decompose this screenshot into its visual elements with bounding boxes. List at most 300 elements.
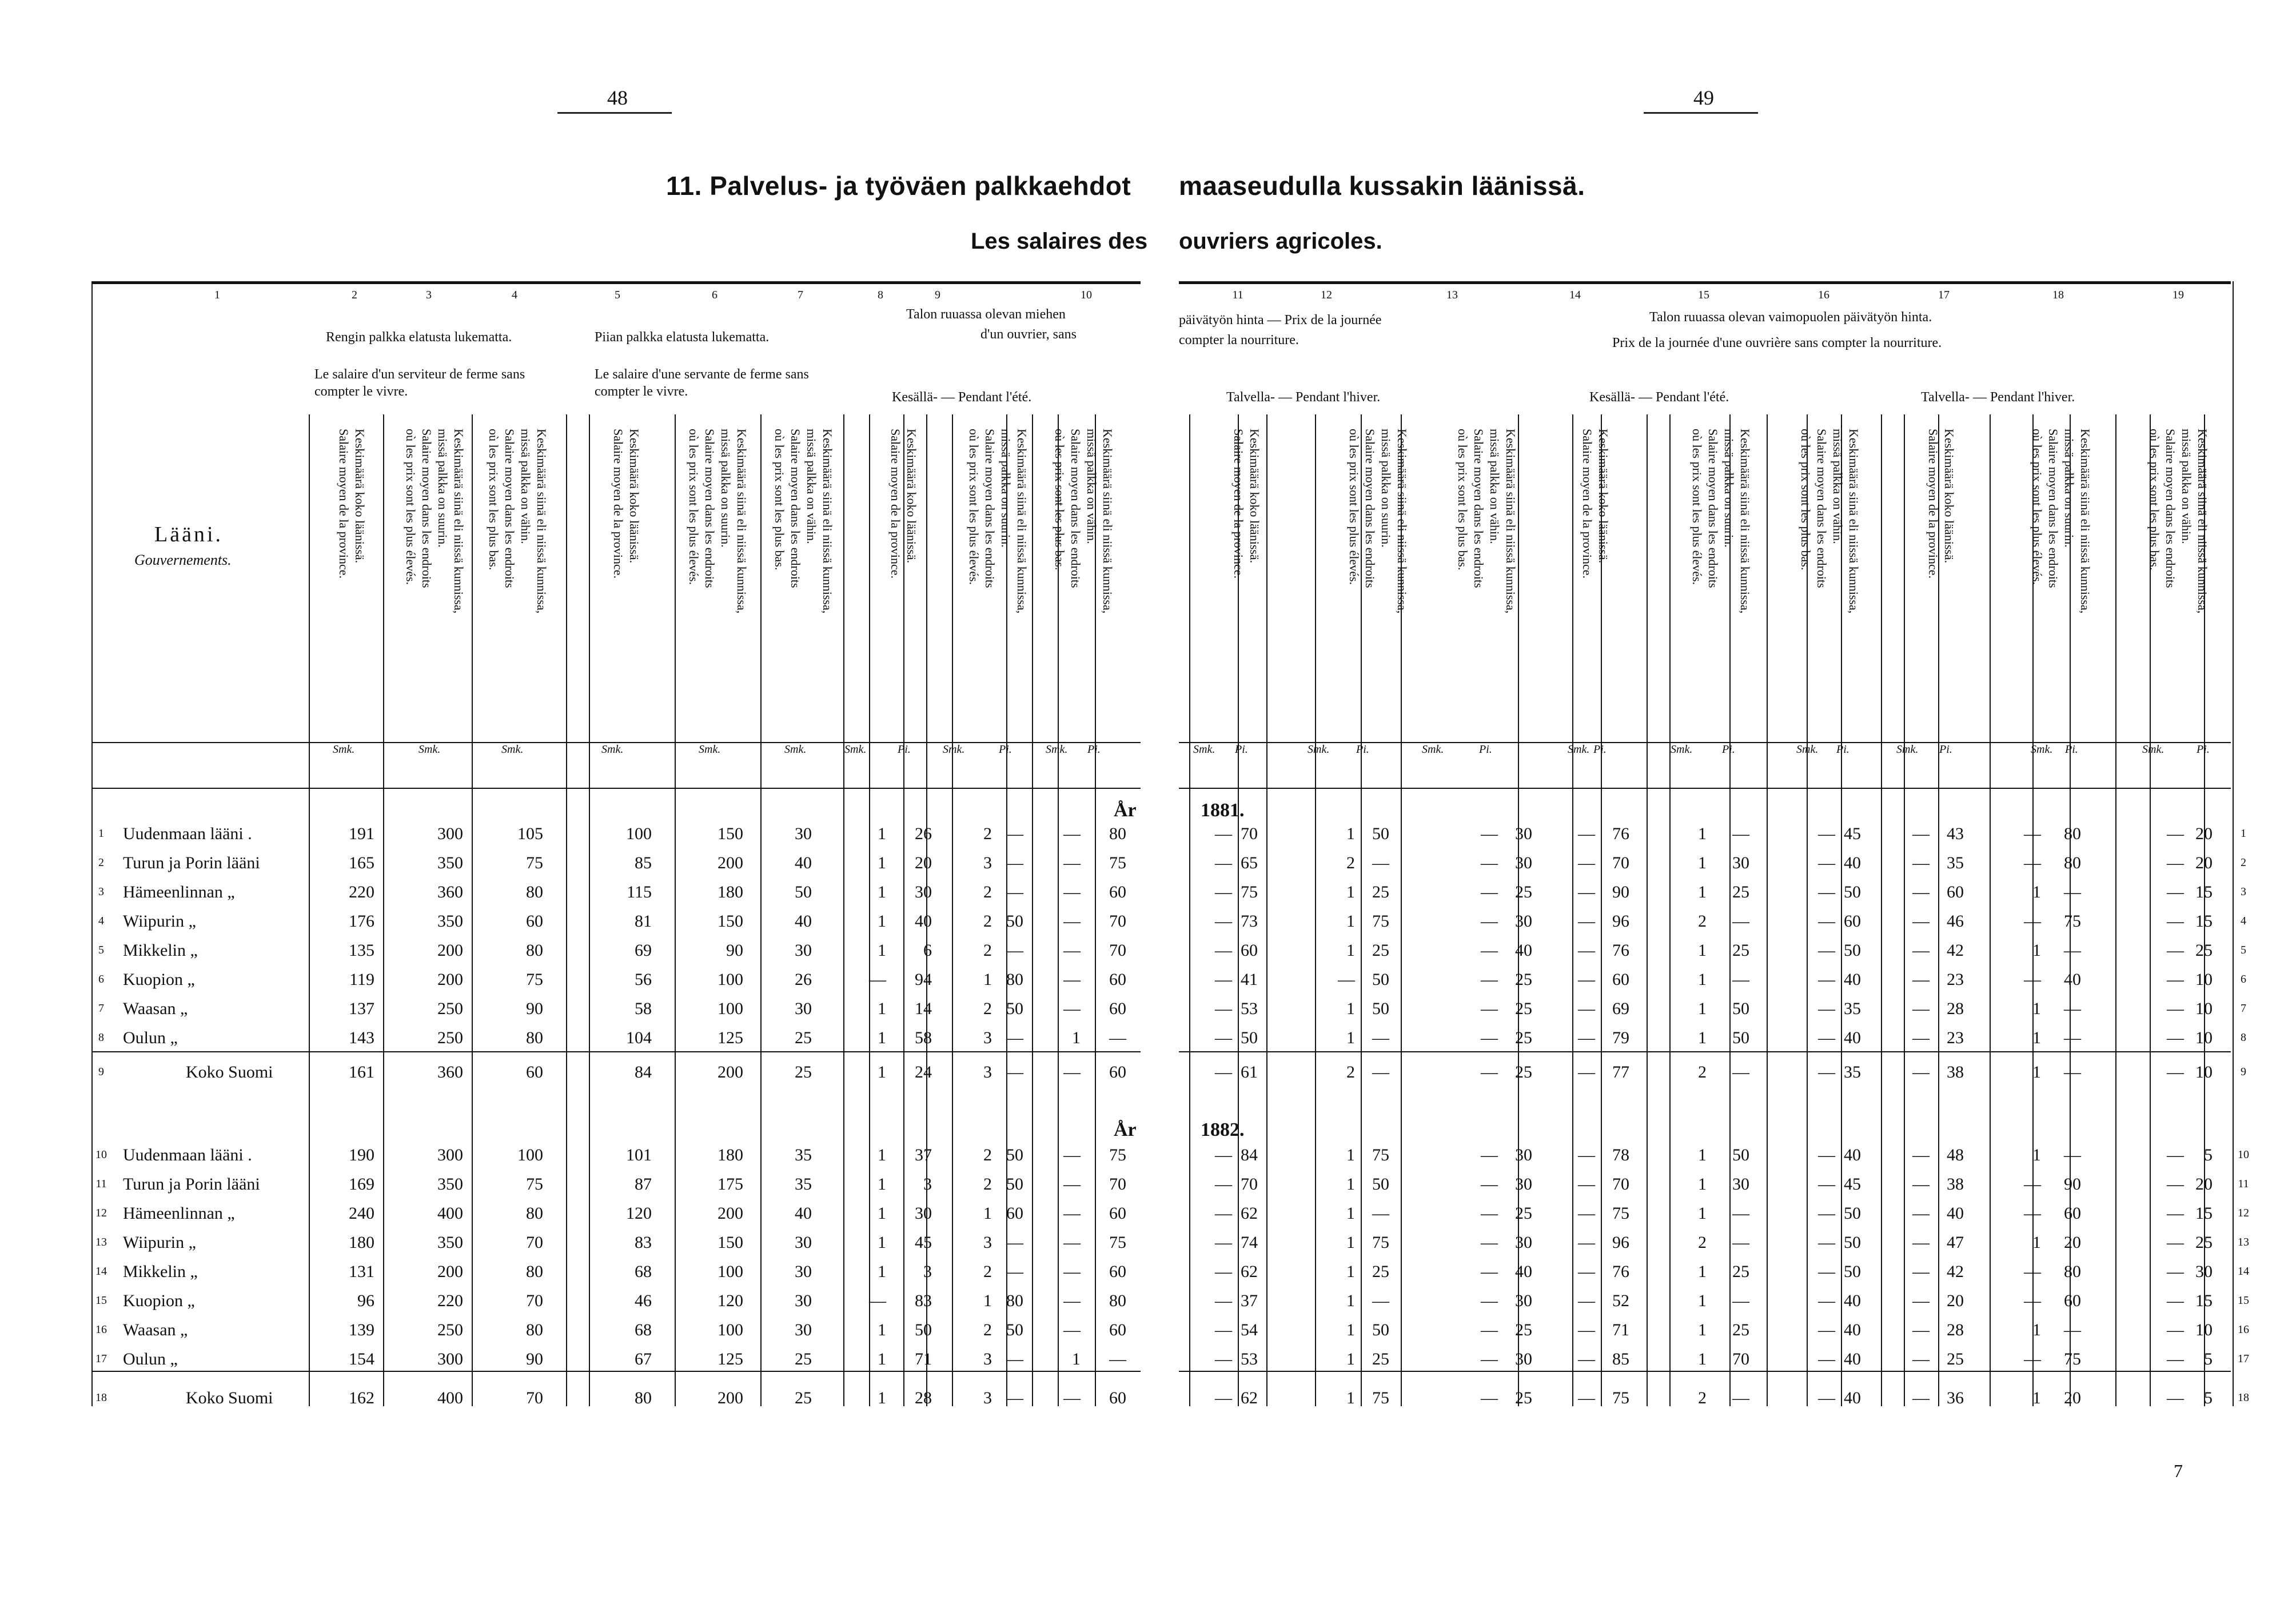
table-cell: — — [1063, 1388, 1081, 1407]
row-number: 1 — [98, 827, 104, 840]
table-cell: — — [1063, 1146, 1081, 1164]
table-cell: — — [2024, 970, 2041, 989]
table-cell: — — [1063, 1320, 1081, 1339]
table-cell: 20 — [2195, 853, 2213, 872]
gouvernement-name: Wiipurin „ — [123, 1233, 196, 1252]
table-cell: — — [2024, 1291, 2041, 1310]
rotated-column-header: Keskimäärä siinä eli niissä kunnissa, missä palkka on vähin. Salaire moyen dans les endroits où les prix sont les plus bas. — [2147, 429, 2210, 614]
table-cell: 2 — [983, 1146, 992, 1164]
table-cell: 30 — [795, 1233, 812, 1252]
table-cell: 50 — [1006, 1146, 1023, 1164]
table-cell: 40 — [795, 853, 812, 872]
table-cell: 70 — [526, 1291, 543, 1310]
row-number-right: 11 — [2238, 1178, 2249, 1190]
table-cell: — — [1372, 853, 1389, 872]
rotated-column-header: Keskimäärä siinä eli niissä kunnissa, missä palkka on suurin. Salaire moyen dans les endroits où les prix sont les plus élevés. — [1690, 429, 1752, 614]
table-cell: 25 — [795, 1063, 812, 1082]
table-cell: 15 — [2195, 912, 2213, 931]
table-cell: 1 — [1346, 883, 1355, 901]
unit-markka: Smk. — [601, 743, 624, 756]
table-cell: 2 — [983, 1175, 992, 1194]
row-number: 4 — [98, 915, 104, 927]
table-cell: 85 — [1612, 1350, 1629, 1368]
header-women2: Prix de la journée d'une ouvrière sans compter la nourriture. — [1612, 336, 1942, 350]
table-cell: 90 — [526, 1350, 543, 1368]
table-cell: 58 — [635, 999, 652, 1018]
table-cell: 1 — [1346, 1350, 1355, 1368]
table-cell: 1 — [878, 824, 886, 843]
unit-markka: Smk. — [2031, 743, 2053, 756]
gouvernement-name: Hämeenlinnan „ — [123, 1204, 235, 1223]
header-winter-men: Talvella- — Pendant l'hiver. — [1226, 390, 1381, 405]
table-cell: 1 — [1346, 999, 1355, 1018]
table-cell: 65 — [1241, 853, 1258, 872]
table-total-row — [0, 1058, 2296, 1087]
table-cell: 1 — [1698, 1028, 1707, 1047]
table-cell: — — [1481, 1291, 1498, 1310]
table-cell: 20 — [2195, 1175, 2213, 1194]
table-cell: 10 — [2195, 1028, 2213, 1047]
row-number: 16 — [95, 1323, 107, 1336]
table-cell: 1 — [878, 1262, 886, 1281]
table-cell: — — [2024, 1204, 2041, 1223]
table-cell: — — [1063, 912, 1081, 931]
table-cell: 1 — [1346, 1175, 1355, 1194]
table-cell: 40 — [915, 912, 932, 931]
table-cell: 350 — [437, 1175, 463, 1194]
gouvernement-name: Koko Suomi — [186, 1063, 273, 1082]
table-cell: 24 — [915, 1063, 932, 1082]
table-cell: 200 — [718, 1063, 743, 1082]
table-cell: 70 — [1109, 941, 1126, 960]
table-cell: 154 — [349, 1350, 374, 1368]
table-cell: 50 — [1844, 1262, 1861, 1281]
table-cell: 75 — [1372, 1388, 1389, 1407]
table-cell: 75 — [1109, 1233, 1126, 1252]
unit-markka: Smk. — [699, 743, 721, 756]
table-cell: — — [1215, 1175, 1232, 1194]
table-cell: — — [1818, 1320, 1835, 1339]
gouvernement-name: Oulun „ — [123, 1028, 178, 1047]
gouvernement-name: Koko Suomi — [186, 1388, 273, 1407]
table-cell: — — [1006, 941, 1023, 960]
table-cell: 2 — [1698, 1063, 1707, 1082]
table-cell: 38 — [1947, 1063, 1964, 1082]
page-number-left: 48 — [607, 86, 628, 109]
row-number: 3 — [98, 885, 104, 898]
table-cell: 1 — [1346, 1028, 1355, 1047]
table-cell: 1 — [1698, 1320, 1707, 1339]
column-number: 15 — [1698, 289, 1709, 301]
table-cell: — — [1578, 824, 1595, 843]
table-cell: 79 — [1612, 1028, 1629, 1047]
table-cell: — — [1818, 824, 1835, 843]
table-cell: 60 — [1947, 883, 1964, 901]
table-cell: 70 — [1612, 1175, 1629, 1194]
table-cell: 100 — [718, 999, 743, 1018]
header-winter-women: Talvella- — Pendant l'hiver. — [1921, 390, 2075, 405]
table-cell: — — [1912, 941, 1930, 960]
table-cell: 30 — [1515, 1146, 1532, 1164]
table-cell: — — [2167, 970, 2184, 989]
table-cell: 35 — [795, 1175, 812, 1194]
header-rengi-fr: Le salaire d'un serviteur de ferme sans compter le vivre. — [314, 367, 525, 399]
table-cell: — — [1006, 1350, 1023, 1368]
table-cell: — — [1818, 1233, 1835, 1252]
table-cell: 60 — [526, 1063, 543, 1082]
table-cell: 80 — [2064, 1262, 2081, 1281]
table-cell: 67 — [635, 1350, 652, 1368]
table-cell: 30 — [1515, 912, 1532, 931]
table-cell: — — [1818, 912, 1835, 931]
rotated-column-header: Keskimäärä siinä eli niissä kunnissa, missä palkka on suurin. Salaire moyen dans les endroits où les prix sont les plus élevés. — [2030, 429, 2092, 614]
table-cell: 45 — [1844, 1175, 1861, 1194]
table-cell: 83 — [635, 1233, 652, 1252]
table-cell: 62 — [1241, 1204, 1258, 1223]
table-cell: — — [1006, 1233, 1023, 1252]
table-cell: 90 — [2064, 1175, 2081, 1194]
table-cell: — — [1818, 1204, 1835, 1223]
table-row — [0, 994, 2296, 1023]
column-number: 7 — [798, 289, 803, 301]
table-cell: — — [1481, 1175, 1498, 1194]
unit-markka: Smk. — [1896, 743, 1919, 756]
rotated-column-header: Keskimäärä koko läänissä. Salaire moyen de la province. — [1926, 429, 1956, 579]
table-cell: 90 — [726, 941, 743, 960]
table-cell: 75 — [1612, 1388, 1629, 1407]
title-right: maaseudulla kussakin läänissä. — [1179, 171, 1585, 201]
table-cell: — — [1063, 1233, 1081, 1252]
row-number-right: 10 — [2238, 1148, 2249, 1161]
column-number: 3 — [426, 289, 432, 301]
table-cell: 74 — [1241, 1233, 1258, 1252]
table-cell: — — [2167, 999, 2184, 1018]
table-cell: 76 — [1612, 824, 1629, 843]
table-cell: 96 — [357, 1291, 374, 1310]
table-cell: — — [1912, 1063, 1930, 1082]
table-cell: 2 — [1698, 1233, 1707, 1252]
table-cell: 25 — [1732, 941, 1749, 960]
table-cell: — — [869, 1291, 886, 1310]
table-cell: 50 — [1732, 1146, 1749, 1164]
table-cell: 2 — [983, 883, 992, 901]
table-cell: 50 — [1732, 1028, 1749, 1047]
table-cell: 1 — [878, 1028, 886, 1047]
unit-markka: Smk. — [1568, 743, 1590, 756]
table-cell: 200 — [718, 853, 743, 872]
row-number: 8 — [98, 1031, 104, 1044]
table-cell: 180 — [718, 1146, 743, 1164]
table-cell: — — [1481, 1063, 1498, 1082]
table-cell: — — [2167, 1146, 2184, 1164]
table-cell: 25 — [2195, 1233, 2213, 1252]
table-cell: 15 — [2195, 1291, 2213, 1310]
table-cell: 1 — [878, 1233, 886, 1252]
table-cell: 40 — [1844, 1350, 1861, 1368]
header-piika-fi: Piian palkka elatusta lukematta. — [595, 330, 770, 345]
table-cell: — — [1006, 1262, 1023, 1281]
gouvernement-name: Uudenmaan lääni . — [123, 1146, 252, 1164]
unit-markka: Smk. — [2142, 743, 2165, 756]
table-cell: 1 — [1072, 1350, 1081, 1368]
page-number-rule-left — [557, 112, 672, 114]
table-cell: — — [1578, 1262, 1595, 1281]
table-cell: 250 — [437, 1320, 463, 1339]
table-cell: 70 — [1109, 1175, 1126, 1194]
table-cell: — — [1578, 999, 1595, 1018]
table-cell: 75 — [1109, 1146, 1126, 1164]
year-1882: 1882. — [1201, 1119, 1245, 1140]
table-cell: — — [2167, 1233, 2184, 1252]
table-cell: 1 — [983, 970, 992, 989]
table-cell: 80 — [2064, 824, 2081, 843]
table-cell: 175 — [718, 1175, 743, 1194]
table-cell: 300 — [437, 1146, 463, 1164]
column-number: 6 — [712, 289, 718, 301]
table-cell: 50 — [1006, 912, 1023, 931]
gouvernement-name: Mikkelin „ — [123, 941, 198, 960]
table-cell: 1 — [1346, 1204, 1355, 1223]
row-number: 2 — [98, 856, 104, 869]
table-cell: 1 — [878, 853, 886, 872]
table-cell: 191 — [349, 824, 374, 843]
table-row — [0, 907, 2296, 936]
table-cell: 30 — [1732, 853, 1749, 872]
row-number: 12 — [95, 1207, 107, 1219]
table-cell: — — [1372, 1028, 1389, 1047]
table-cell: — — [1732, 970, 1749, 989]
table-cell: — — [1481, 1262, 1498, 1281]
table-cell: 101 — [626, 1146, 652, 1164]
table-cell: — — [1006, 1063, 1023, 1082]
unit-penni: Pi. — [1836, 743, 1849, 756]
table-cell: 80 — [526, 883, 543, 901]
table-cell: 1 — [1346, 1146, 1355, 1164]
table-cell: 1 — [2032, 1233, 2041, 1252]
table-cell: 80 — [2064, 853, 2081, 872]
table-cell: — — [1481, 1204, 1498, 1223]
subtitle-left: Les salaires des — [971, 229, 1148, 254]
table-cell: 1 — [878, 883, 886, 901]
rotated-column-header: Keskimäärä siinä eli niissä kunnissa, missä palkka on vähin. Salaire moyen dans les endroits où les prix sont les plus bas. — [1456, 429, 1518, 614]
table-cell: 1 — [983, 1291, 992, 1310]
table-cell: 75 — [1612, 1204, 1629, 1223]
table-cell: 60 — [1109, 1320, 1126, 1339]
rotated-column-header: Keskimäärä siinä eli niissä kunnissa, missä palkka on suurin. Salaire moyen dans les endroits où les prix sont les plus élevés. — [687, 429, 749, 614]
table-cell: 30 — [1515, 1291, 1532, 1310]
table-cell: 50 — [1372, 970, 1389, 989]
table-cell: 30 — [2195, 1262, 2213, 1281]
table-cell: 1 — [1346, 1233, 1355, 1252]
table-cell: — — [1818, 970, 1835, 989]
gouvernement-name: Turun ja Porin lääni — [123, 1175, 260, 1194]
table-cell: 10 — [2195, 1063, 2213, 1082]
table-cell: 47 — [1947, 1233, 1964, 1252]
table-cell: 85 — [635, 853, 652, 872]
table-row — [0, 1023, 2296, 1052]
table-cell: 1 — [878, 941, 886, 960]
rotated-column-header: Keskimäärä koko läänissä. Salaire moyen de la province. — [337, 429, 367, 579]
table-cell: — — [2064, 883, 2081, 901]
table-cell: — — [1578, 970, 1595, 989]
table-cell: 78 — [1612, 1146, 1629, 1164]
table-cell: 70 — [526, 1388, 543, 1407]
table-cell: 60 — [1844, 912, 1861, 931]
table-cell: 1 — [1698, 853, 1707, 872]
header-men-right2: compter la nourriture. — [1179, 333, 1299, 348]
table-row — [0, 936, 2296, 965]
table-cell: 30 — [1515, 1350, 1532, 1368]
table-cell: 161 — [349, 1063, 374, 1082]
table-cell: — — [1372, 1291, 1389, 1310]
table-cell: 150 — [718, 912, 743, 931]
table-cell: — — [2167, 824, 2184, 843]
column-number: 18 — [2052, 289, 2064, 301]
table-cell: — — [1481, 1233, 1498, 1252]
table-cell: 60 — [526, 912, 543, 931]
table-cell: 360 — [437, 883, 463, 901]
table-cell: — — [1481, 883, 1498, 901]
table-cell: — — [1063, 853, 1081, 872]
table-cell: 60 — [1109, 970, 1126, 989]
table-cell: 84 — [1241, 1146, 1258, 1164]
table-cell: — — [1912, 1146, 1930, 1164]
table-top-rule-left — [91, 281, 1141, 284]
table-cell: 200 — [437, 1262, 463, 1281]
table-row — [0, 1257, 2296, 1286]
table-cell: 1 — [2032, 1146, 2041, 1164]
table-cell: 2 — [983, 1320, 992, 1339]
table-cell: 40 — [1844, 1388, 1861, 1407]
table-cell: 40 — [795, 1204, 812, 1223]
table-cell: 23 — [1947, 970, 1964, 989]
table-cell: 250 — [437, 1028, 463, 1047]
table-cell: — — [1732, 912, 1749, 931]
table-cell: 2 — [1346, 1063, 1355, 1082]
table-cell: — — [2167, 1028, 2184, 1047]
table-cell: 48 — [1947, 1146, 1964, 1164]
table-cell: 53 — [1241, 1350, 1258, 1368]
table-cell: 1 — [878, 1388, 886, 1407]
table-cell: 1 — [878, 1320, 886, 1339]
table-cell: 5 — [2204, 1350, 2213, 1368]
table-cell: 70 — [1732, 1350, 1749, 1368]
row-number-right: 2 — [2241, 856, 2246, 869]
unit-markka: Smk. — [1308, 743, 1330, 756]
table-cell: — — [2064, 941, 2081, 960]
table-cell: — — [2024, 1262, 2041, 1281]
column-number: 16 — [1818, 289, 1829, 301]
table-cell: 69 — [635, 941, 652, 960]
table-cell: 400 — [437, 1388, 463, 1407]
table-row — [0, 1228, 2296, 1257]
table-cell: 100 — [718, 1262, 743, 1281]
table-cell: — — [2024, 912, 2041, 931]
table-cell: 3 — [983, 1063, 992, 1082]
table-cell: 1 — [878, 1204, 886, 1223]
table-cell: — — [1109, 1028, 1126, 1047]
table-cell: 37 — [1241, 1291, 1258, 1310]
table-row — [0, 1140, 2296, 1170]
table-cell: — — [1912, 970, 1930, 989]
table-cell: — — [2064, 1028, 2081, 1047]
table-cell: 50 — [1844, 941, 1861, 960]
row-number-right: 17 — [2238, 1352, 2249, 1365]
table-cell: 25 — [795, 1350, 812, 1368]
table-cell: 40 — [1844, 1146, 1861, 1164]
table-cell: 60 — [1006, 1204, 1023, 1223]
table-cell: 69 — [1612, 999, 1629, 1018]
table-cell: 25 — [1515, 1063, 1532, 1082]
table-cell: — — [1732, 1291, 1749, 1310]
table-cell: — — [1481, 999, 1498, 1018]
year-label-1881-left: År — [1114, 800, 1137, 821]
column-number: 4 — [512, 289, 517, 301]
table-cell: 1 — [1346, 941, 1355, 960]
table-cell: 1 — [2032, 999, 2041, 1018]
table-cell: 30 — [915, 1204, 932, 1223]
header-summer-men: Kesällä- — Pendant l'été. — [892, 390, 1032, 405]
table-cell: 70 — [1109, 912, 1126, 931]
table-cell: — — [1063, 1175, 1081, 1194]
unit-penni: Pi. — [2065, 743, 2078, 756]
table-cell: 80 — [1006, 970, 1023, 989]
column-number: 10 — [1081, 289, 1092, 301]
table-cell: — — [1006, 1028, 1023, 1047]
table-cell: 1 — [1698, 970, 1707, 989]
table-cell: 30 — [795, 1291, 812, 1310]
header-women1: Talon ruuassa olevan vaimopuolen päivätyön hinta. — [1649, 310, 1932, 325]
table-cell: 1 — [1698, 824, 1707, 843]
table-cell: — — [2024, 853, 2041, 872]
table-cell: 20 — [1947, 1291, 1964, 1310]
table-cell: — — [1063, 1204, 1081, 1223]
table-row — [0, 1344, 2296, 1374]
table-cell: 190 — [349, 1146, 374, 1164]
table-cell: 25 — [1515, 883, 1532, 901]
table-cell: 1 — [1698, 1262, 1707, 1281]
table-cell: 75 — [1372, 1146, 1389, 1164]
table-cell: — — [1818, 999, 1835, 1018]
table-cell: 40 — [1844, 1291, 1861, 1310]
table-top-rule-right — [1179, 281, 2231, 284]
table-cell: 68 — [635, 1320, 652, 1339]
table-cell: 45 — [915, 1233, 932, 1252]
table-cell: 1 — [1698, 883, 1707, 901]
table-cell: — — [1578, 853, 1595, 872]
row-number-right: 4 — [2241, 915, 2246, 927]
table-cell: 38 — [1947, 1175, 1964, 1194]
table-cell: — — [1818, 1063, 1835, 1082]
gouvernement-name: Waasan „ — [123, 999, 188, 1018]
table-cell: 200 — [718, 1388, 743, 1407]
table-cell: 90 — [526, 999, 543, 1018]
table-cell: — — [1912, 912, 1930, 931]
year-label-1882-left: År — [1114, 1119, 1137, 1140]
table-cell: — — [1063, 883, 1081, 901]
rotated-column-header: Keskimäärä siinä eli niissä kunnissa, missä palkka on suurin. Salaire moyen dans les endroits où les prix sont les plus élevés. — [967, 429, 1029, 614]
table-cell: 94 — [915, 970, 932, 989]
table-cell: — — [2064, 1146, 2081, 1164]
table-cell: 2 — [983, 999, 992, 1018]
table-cell: 60 — [1109, 999, 1126, 1018]
table-cell: 125 — [718, 1350, 743, 1368]
table-cell: — — [1372, 1204, 1389, 1223]
table-cell: 83 — [915, 1291, 932, 1310]
table-cell: — — [1912, 1233, 1930, 1252]
table-cell: 240 — [349, 1204, 374, 1223]
table-cell: 50 — [1372, 1175, 1389, 1194]
